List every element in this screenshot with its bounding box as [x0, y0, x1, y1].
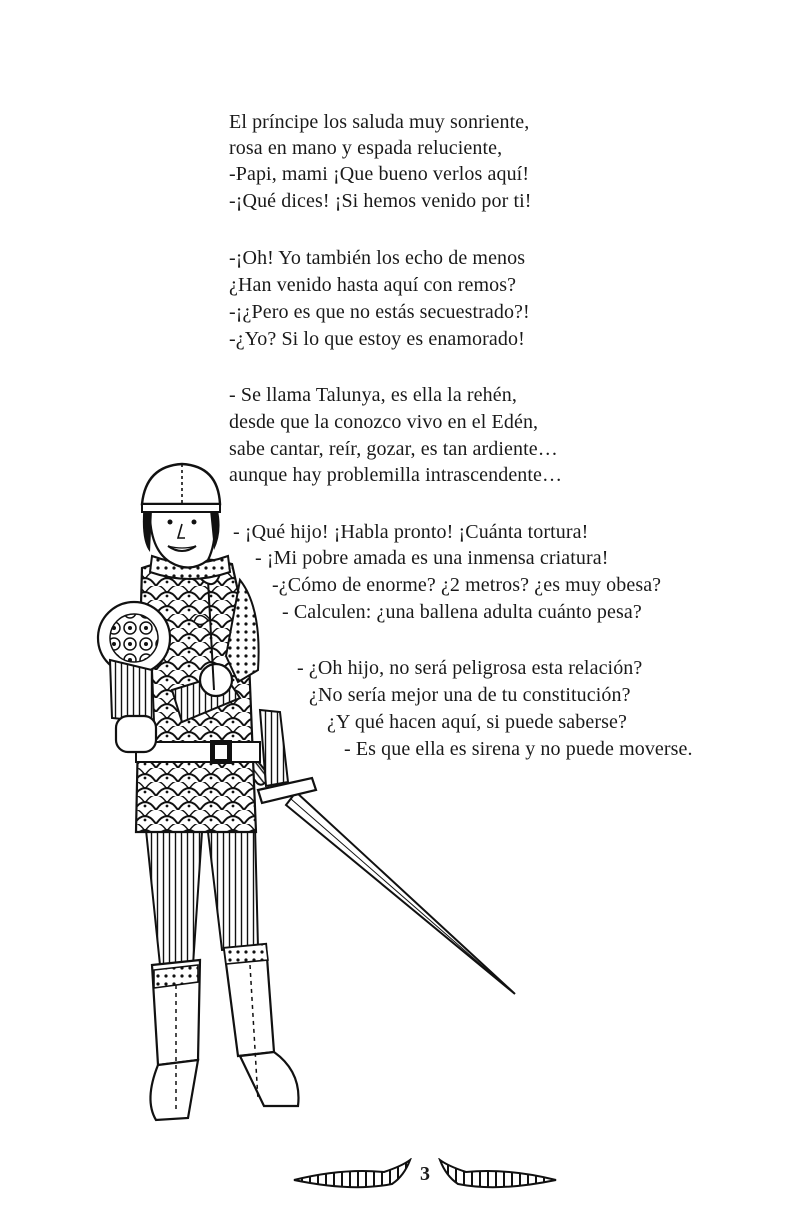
- poem-line: ¿Y qué hacen aquí, si puede saberse?: [327, 711, 627, 733]
- poem-line: aunque hay problemilla intrascendente…: [229, 464, 563, 486]
- poem-line: sabe cantar, reír, gozar, es tan ardiente…: [229, 438, 558, 460]
- poem-line: -¿Yo? Si lo que estoy es enamorado!: [229, 328, 525, 350]
- poem-line: -¡Qué dices! ¡Si hemos venido por ti!: [229, 190, 532, 212]
- decorative-fish-ornament-right-icon: [438, 1158, 558, 1192]
- poem-line: -Papi, mami ¡Que bueno verlos aquí!: [229, 163, 530, 185]
- poem-line: rosa en mano y espada reluciente,: [229, 137, 503, 159]
- poem-line: - ¡Mi pobre amada es una inmensa criatura!: [255, 547, 609, 569]
- poem-line: - ¿Oh hijo, no será peligrosa esta relación?: [297, 657, 643, 679]
- poem-line: - Es que ella es sirena y no puede moverse.: [344, 738, 693, 760]
- poem-line: -¿Cómo de enorme? ¿2 metros? ¿es muy obesa?: [272, 574, 662, 596]
- poem-line: -¡Oh! Yo también los echo de menos: [229, 247, 526, 269]
- poem-line: -¡¿Pero es que no estás secuestrado?!: [229, 301, 530, 323]
- poem-line: desde que la conozco vivo en el Edén,: [229, 411, 539, 433]
- poem-line: El príncipe los saluda muy sonriente,: [229, 111, 530, 133]
- poem-line: - Calculen: ¿una ballena adulta cuánto pesa?: [282, 601, 642, 623]
- poem-line: - Se llama Talunya, es ella la rehén,: [229, 384, 517, 406]
- page-number: 3: [420, 1163, 430, 1185]
- knight-with-sword-illustration: [90, 460, 530, 1130]
- poem-line: ¿Han venido hasta aquí con remos?: [229, 274, 517, 296]
- poem-line: ¿No sería mejor una de tu constitución?: [309, 684, 631, 706]
- decorative-fish-ornament-left-icon: [292, 1158, 412, 1192]
- poem-line: - ¡Qué hijo! ¡Habla pronto! ¡Cuánta tortura!: [233, 521, 589, 543]
